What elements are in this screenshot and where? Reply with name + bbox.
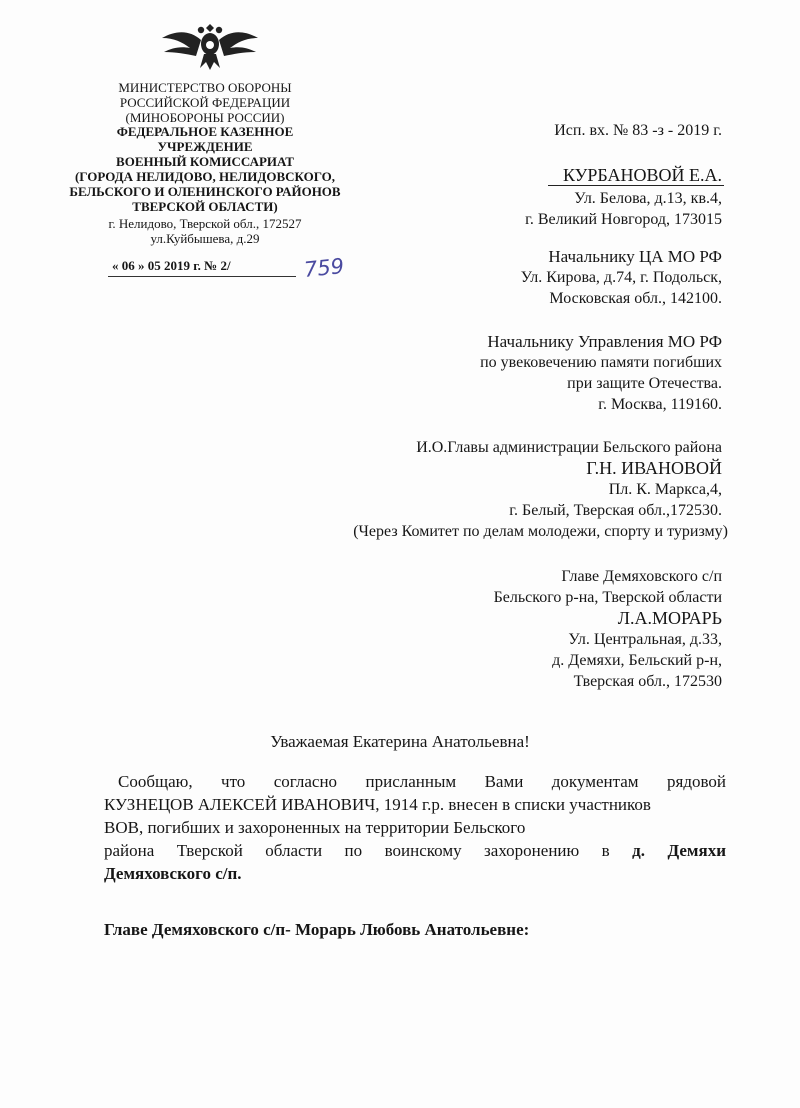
- recipient-2-line-1: Начальнику ЦА МО РФ: [548, 247, 722, 266]
- recipient-5: [494, 566, 722, 692]
- institution-line-2: УЧРЕЖДЕНИЕ: [157, 139, 253, 154]
- recipient-5-line-4: Ул. Центральная, д.33,: [568, 631, 722, 648]
- recipient-2: [521, 246, 722, 309]
- recipient-1-underline: [548, 185, 724, 186]
- sender-address: [55, 216, 355, 246]
- ministry-line-3: (МИНОБОРОНЫ РОССИИ): [125, 110, 285, 125]
- institution-line-5: БЕЛЬСКОГО И ОЛЕНИНСКОГО РАЙОНОВ: [69, 184, 341, 199]
- ministry-line-2: РОССИЙСКОЙ ФЕДЕРАЦИИ: [119, 95, 291, 110]
- recipient-3-line-4: г. Москва, 119160.: [598, 396, 722, 413]
- recipient-2-line-3: Московская обл., 142100.: [549, 290, 722, 307]
- body-line-4: [104, 839, 726, 862]
- letter-body: [104, 770, 726, 885]
- date-underline: [108, 276, 296, 277]
- body-line-5: Демяховского с/п.: [104, 864, 242, 883]
- recipient-4-line-2: Г.Н. ИВАНОВОЙ: [586, 458, 722, 478]
- sender-address-line-1: г. Нелидово, Тверской обл., 172527: [108, 216, 302, 231]
- ministry-header: [55, 80, 355, 125]
- body-line-4-text: района Тверской области по воинскому захоронению в: [104, 841, 610, 860]
- body-line-4-bold: д. Демяхи: [632, 841, 727, 860]
- recipient-4-line-5: (Через Комитет по делам молодежи, спорту и туризму): [353, 523, 728, 540]
- recipient-1-address-line-1: Ул. Белова, д.13, кв.4,: [574, 190, 722, 207]
- recipient-5-line-3: Л.А.МОРАРЬ: [617, 608, 722, 628]
- institution-line-6: ТВЕРСКОЙ ОБЛАСТИ): [132, 199, 278, 214]
- recipient-1-name: КУРБАНОВОЙ Е.А.: [563, 165, 722, 185]
- ministry-line-1: МИНИСТЕРСТВО ОБОРОНЫ: [118, 80, 292, 95]
- recipient-4: [353, 437, 728, 542]
- recipient-3: [480, 331, 722, 415]
- institution-line-4: (ГОРОДА НЕЛИДОВО, НЕЛИДОВСКОГО,: [74, 169, 336, 184]
- recipient-5-line-1: Главе Демяховского с/п: [561, 568, 722, 585]
- closing-addressee: Главе Демяховского с/п- Морарь Любовь Анатольевне:: [104, 920, 530, 939]
- body-line-3: ВОВ, погибших и захороненных на территории Бельского: [104, 818, 526, 837]
- recipient-3-line-2: по увековечению памяти погибших: [480, 354, 722, 371]
- incoming-reference: Исп. вх. № 83 -з - 2019 г.: [554, 122, 722, 139]
- recipient-4-line-3: Пл. К. Маркса,4,: [608, 481, 722, 498]
- recipient-3-line-1: Начальнику Управления МО РФ: [487, 332, 722, 351]
- recipient-5-line-2: Бельского р-на, Тверской области: [493, 589, 722, 606]
- outgoing-date-number: « 06 » 05 2019 г. № 2/: [112, 258, 231, 273]
- recipient-4-line-4: г. Белый, Тверская обл.,172530.: [509, 502, 722, 519]
- recipient-5-line-5: д. Демяхи, Бельский р-н,: [552, 652, 722, 669]
- recipient-1-address: [525, 188, 722, 230]
- institution-line-1: ФЕДЕРАЛЬНОЕ КАЗЕННОЕ: [116, 124, 294, 139]
- recipient-1-address-line-2: г. Великий Новгород, 173015: [525, 211, 722, 228]
- double-headed-eagle-emblem-icon: [160, 18, 260, 74]
- institution-line-3: ВОЕННЫЙ КОМИССАРИАТ: [116, 154, 294, 169]
- handwritten-outgoing-number: 759: [302, 253, 346, 283]
- recipient-4-line-1: И.О.Главы администрации Бельского района: [416, 439, 722, 456]
- body-line-1: Сообщаю, что согласно присланным Вами документам рядовой: [118, 772, 726, 791]
- recipient-2-line-2: Ул. Кирова, д.74, г. Подольск,: [520, 269, 722, 286]
- sender-address-line-2: ул.Куйбышева, д.29: [150, 231, 260, 246]
- salutation: Уважаемая Екатерина Анатольевна!: [270, 732, 530, 751]
- recipient-3-line-3: при защите Отечества.: [567, 375, 722, 392]
- body-line-2: КУЗНЕЦОВ АЛЕКСЕЙ ИВАНОВИЧ, 1914 г.р. внесен в списки участников: [104, 795, 651, 814]
- recipient-5-line-6: Тверская обл., 172530: [573, 673, 722, 690]
- institution-header: [55, 124, 355, 214]
